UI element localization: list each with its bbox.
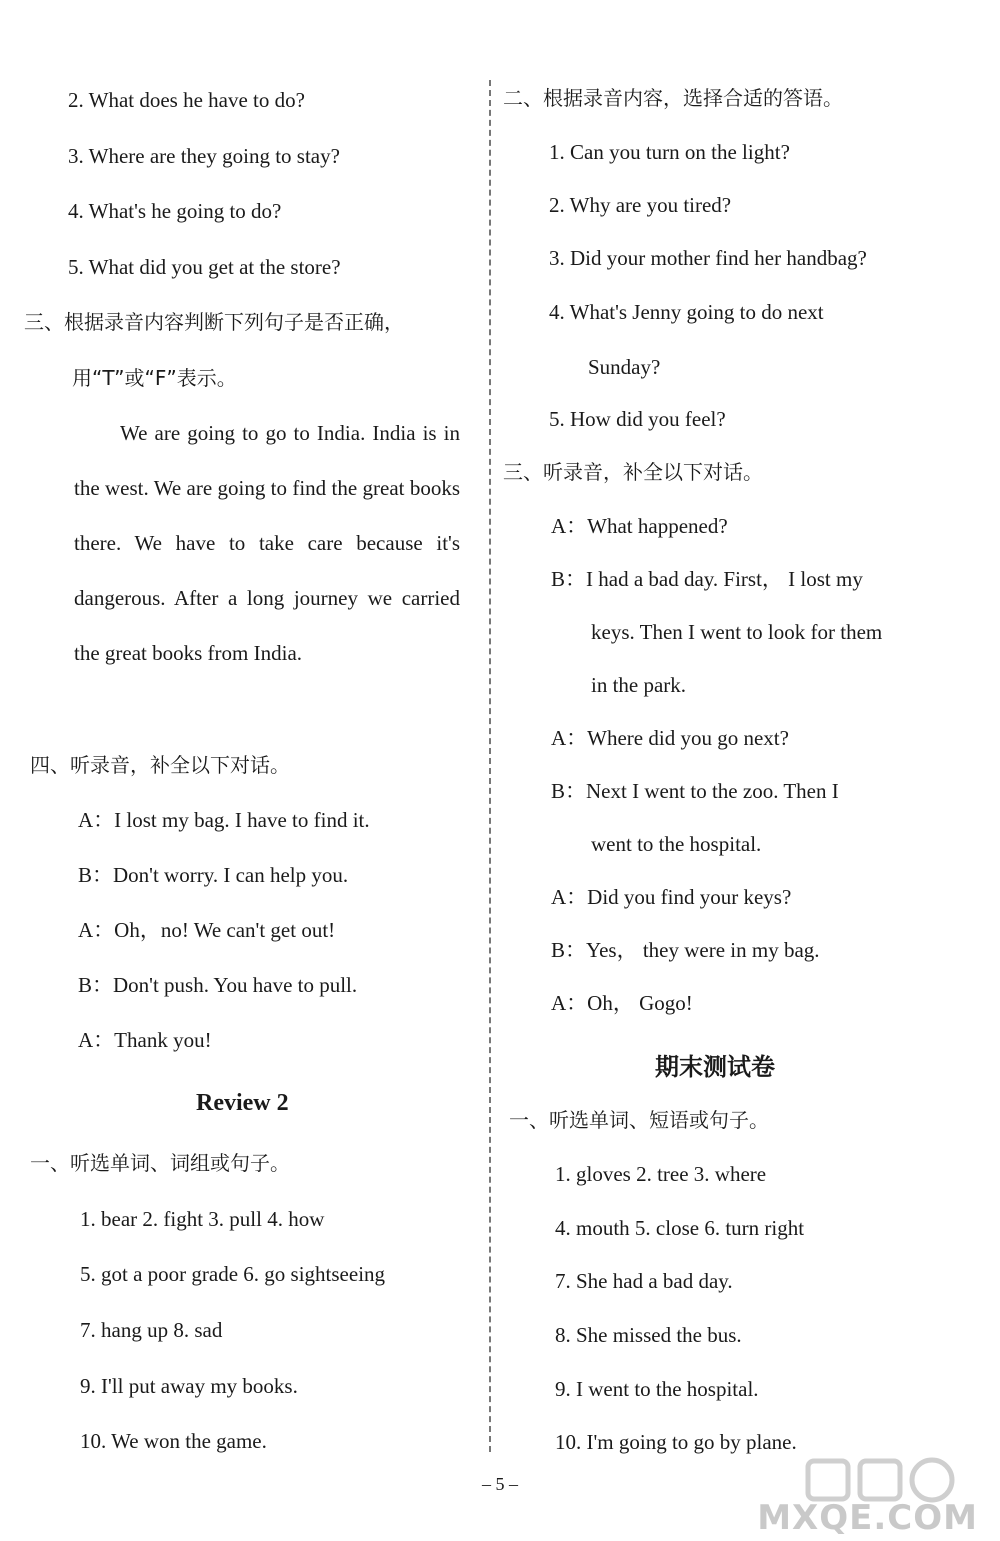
question-item: 3. Where are they going to stay? [68, 144, 340, 168]
answer-item: 5. got a poor grade 6. go sightseeing [80, 1262, 386, 1286]
section-paragraph: We are going to go to India. India is in the west. We are going to find the great books there. We have to take care because it's dangerous. After a long journey we carried the great books from India. [74, 421, 460, 665]
question-item: 4. What's he going to do? [68, 199, 282, 223]
dialogue-line: A：Oh， Gogo! [551, 991, 693, 1015]
answer-item: 9. I went to the hospital. [555, 1377, 759, 1401]
page-number: – 5 – [482, 1474, 518, 1494]
dialogue-line: A：Oh，no! We can't get out! [78, 918, 336, 942]
dialogue-line: B：Yes， they were in my bag. [551, 938, 820, 962]
section-heading: 二、根据录音内容，选择合适的答语。 [503, 86, 843, 110]
section-title: 期末测试卷 [655, 1053, 775, 1081]
dialogue-line: B：Don't push. You have to pull. [78, 973, 358, 997]
section-title: Review 2 [196, 1090, 289, 1116]
dialogue-line: A：Did you find your keys? [551, 885, 792, 909]
section-heading: 三、听录音，补全以下对话。 [503, 460, 763, 484]
right-column [495, 0, 1000, 1541]
answer-item: 7. She had a bad day. [555, 1269, 733, 1293]
dialogue-line: A：What happened? [551, 514, 728, 538]
dialogue-line: B：Next I went to the zoo. Then I [551, 779, 839, 803]
answer-item: 9. I'll put away my books. [80, 1374, 298, 1398]
dialogue-line: B：Don't worry. I can help you. [78, 863, 349, 887]
dialogue-line: A：Thank you! [78, 1028, 212, 1052]
question-item: Sunday? [588, 355, 661, 379]
answer-item: 4. mouth 5. close 6. turn right [555, 1216, 805, 1240]
question-item: 2. Why are you tired? [549, 193, 732, 217]
section-heading: 一、听选单词、词组或句子。 [30, 1151, 290, 1175]
column-divider [489, 80, 491, 1452]
question-item: 3. Did your mother find her handbag? [549, 246, 867, 270]
answer-item: 1. gloves 2. tree 3. where [555, 1162, 767, 1186]
question-item: 4. What's Jenny going to do next [549, 300, 824, 324]
question-item: 5. How did you feel? [549, 407, 726, 431]
dialogue-line: in the park. [591, 673, 687, 697]
dialogue-line: went to the hospital. [591, 832, 762, 856]
answer-item: 7. hang up 8. sad [80, 1318, 223, 1342]
left-column [0, 0, 485, 1541]
answer-item: 10. We won the game. [80, 1429, 267, 1453]
answer-item: 1. bear 2. fight 3. pull 4. how [80, 1207, 325, 1231]
question-item: 5. What did you get at the store? [68, 255, 341, 279]
answer-item: 10. I'm going to go by plane. [555, 1430, 797, 1454]
dialogue-line: A：Where did you go next? [551, 726, 789, 750]
dialogue-line: B：I had a bad day. First， I lost my [551, 567, 863, 591]
dialogue-line: keys. Then I went to look for them [591, 620, 883, 644]
question-item: 1. Can you turn on the light? [549, 140, 790, 164]
section-heading: 四、听录音，补全以下对话。 [30, 753, 290, 777]
section-heading: 一、听选单词、短语或句子。 [509, 1108, 769, 1132]
section-heading: 三、根据录音内容判断下列句子是否正确， [24, 310, 404, 334]
question-item: 2. What does he have to do? [68, 88, 305, 112]
dialogue-line: A：I lost my bag. I have to find it. [78, 808, 370, 832]
answer-item: 8. She missed the bus. [555, 1323, 742, 1347]
watermark-text: MXQE.COM [757, 1498, 978, 1538]
section-heading: 用“T”或“F”表示。 [72, 366, 237, 390]
